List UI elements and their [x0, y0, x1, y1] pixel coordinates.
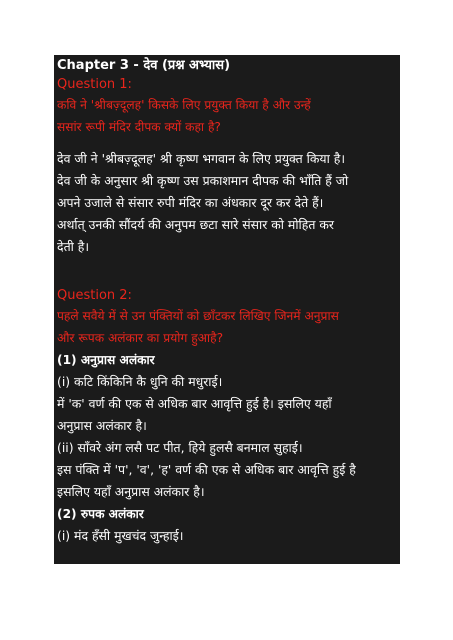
answer-1-line: देव जी ने 'श्रीबज़्दूलह' श्री कृष्ण भगवान के लिए प्रयुक्त किया है। [57, 151, 346, 166]
section-1-line: इसलिए यहाँ अनुप्रास अलंकार है। [57, 484, 205, 499]
answer-1-line: अर्थात् उनकी सौंदर्य की अनुपम छटा सारे संसार को मोहित कर [57, 217, 334, 232]
answer-1-line: अपने उजाले से संसार रुपी मंदिर का अंधकार दूर कर देते हैं। [57, 195, 324, 210]
section-1-heading: (1) अनुप्रास अलंकार [57, 353, 155, 367]
question-1-line: ससांर रूपी मंदिर दीपक क्यों कहा है? [57, 120, 221, 134]
section-1-body [57, 371, 398, 503]
chapter-title: Chapter 3 - देव (प्रश्न अभ्यास) [57, 58, 231, 73]
section-1-line: (i) कटि किंकिनि कै धुनि की मधुराई। [57, 374, 223, 389]
question-1-label: Question 1: [57, 77, 132, 92]
question-2-line: और रूपक अलंकार का प्रयोग हुआहै? [57, 331, 224, 345]
question-2-text [57, 305, 398, 349]
question-1-text [57, 94, 398, 138]
document-panel [54, 55, 400, 564]
answer-1-line: देती है। [57, 239, 90, 254]
section-2-body [57, 525, 398, 547]
section-1-line: (ii) साँवरे अंग लसै पट पीत, हिये हुलसै बनमाल सुहाई। [57, 440, 303, 455]
section-2-heading: (2) रुपक अलंकार [57, 507, 144, 521]
question-1-line: कवि ने 'श्रीबज़्दूलह' किसके लिए प्रयुक्त किया है और उन्हें [57, 98, 311, 112]
question-2-label: Question 2: [57, 288, 132, 303]
section-1-line: अनुप्रास अलंकार है। [57, 418, 147, 433]
section-1-line: इस पंक्ति में 'प', 'व', 'ह' वर्ण की एक से अधिक बार आवृत्ति हुई है [57, 462, 356, 477]
section-1-line: में 'क' वर्ण की एक से अधिक बार आवृत्ति हुई है। इसलिए यहाँ [57, 396, 332, 411]
answer-1 [57, 148, 398, 258]
section-2-line: (i) मंद हँसी मुखचंद जुन्हाई। [57, 528, 184, 543]
question-2-line: पहले सवैये में से उन पंक्तियों को छाँटकर लिखिए जिनमें अनुप्रास [57, 309, 339, 323]
answer-1-line: देव जी के अनुसार श्री कृष्ण उस प्रकाशमान दीपक की भाँति हैं जो [57, 173, 349, 188]
